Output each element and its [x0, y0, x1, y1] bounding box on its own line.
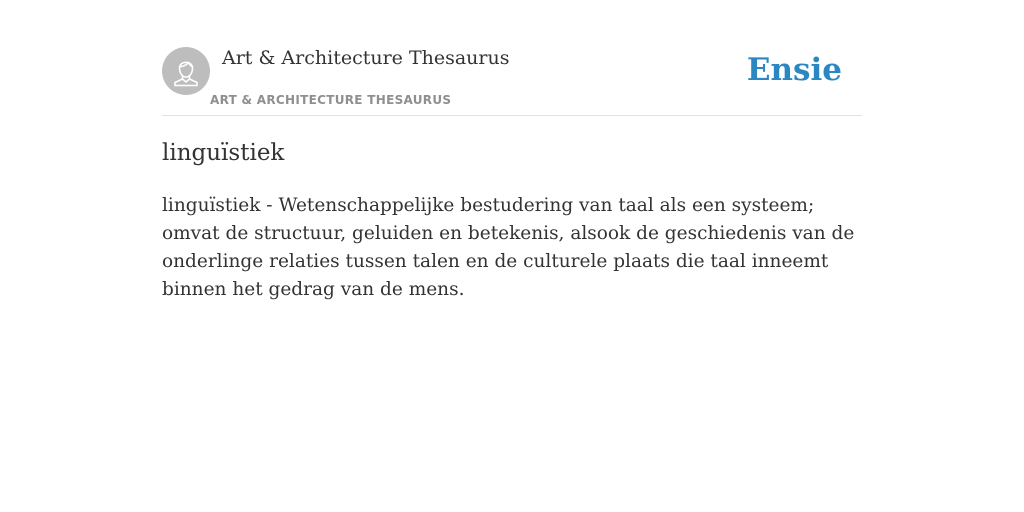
brand-logo-link[interactable]: Ensie: [746, 52, 842, 88]
entry-header: [162, 46, 862, 116]
term-title: linguïstiek: [162, 140, 285, 166]
content-container: [162, 46, 862, 300]
term-definition: linguïstiek - Wetenschappelijke bestudering van taal als een systeem; omvat de structuur, geluiden en betekenis, alsook de geschiedenis van de onderlinge relaties tussen talen en de culturele plaats die taal inneemt binnen het gedrag van de mens.: [162, 195, 855, 300]
avatar[interactable]: [162, 47, 210, 95]
user-icon: [162, 47, 210, 95]
author-name[interactable]: Art & Architecture Thesaurus: [222, 47, 510, 69]
author-source-label: ART & ARCHITECTURE THESAURUS: [210, 93, 452, 107]
